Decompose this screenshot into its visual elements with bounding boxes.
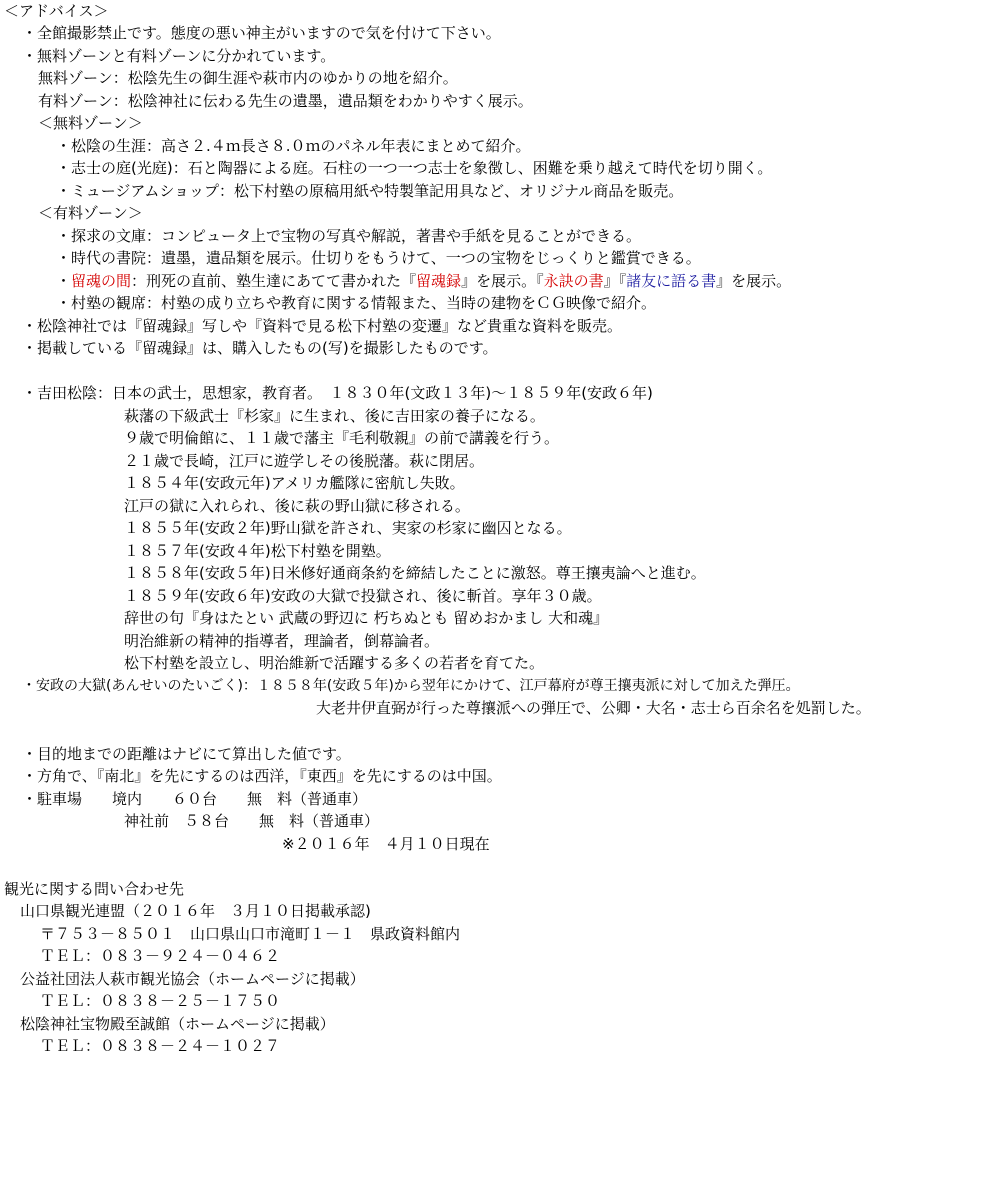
ryukon-bullet: ・ — [56, 272, 72, 290]
free-item: ・松陰の生涯：高さ２.４ｍ長さ８.０ｍのパネル年表にまとめて紹介。 — [56, 137, 531, 155]
free-zone-header: ＜無料ゾーン＞ — [38, 114, 143, 132]
advice-header: ＜アドバイス＞ — [4, 2, 109, 20]
yoshida-detail: 江戸の獄に入れられ、後に萩の野山獄に移される。 — [124, 497, 470, 515]
contact-header: 観光に関する問い合わせ先 — [4, 880, 185, 898]
paid-zone-header: ＜有料ゾーン＞ — [38, 204, 143, 222]
free-item: ・ミュージアムショップ：松下村塾の原稿用紙や特製筆記用具など、オリジナル商品を販売。 — [56, 182, 684, 200]
ryukon-text: 』を展示。 — [716, 272, 792, 290]
parking-precinct: ・駐車場 境内 ６０台 無 料（普通車） — [22, 790, 368, 808]
yoshida-detail: 辞世の句『身はたとい 武蔵の野辺に 朽ちぬとも 留めおかまし 大和魂』 — [124, 609, 609, 627]
contact-tel: ＴＥＬ：０８３８－２５－１７５０ — [40, 992, 281, 1010]
ryukonroku-title: 留魂録 — [416, 272, 462, 290]
contact-org-shiseikan: 松陰神社宝物殿至誠館（ホームページに掲載） — [20, 1015, 335, 1033]
paid-item: ・時代の書院：遺墨，遺品類を展示。仕切りをもうけて、一つの宝物をじっくりと鑑賞できる。 — [56, 249, 701, 267]
yoshida-detail: 萩藩の下級武士『杉家』に生まれ、後に吉田家の養子になる。 — [124, 407, 545, 425]
yoshida-detail: １８５４年(安政元年)アメリカ艦隊に密航し失敗。 — [124, 474, 465, 492]
contact-org-hagi: 公益社団法人萩市観光協会（ホームページに掲載） — [20, 970, 365, 988]
sales-note: ・松陰神社では『留魂録』写しや『資料で見る松下村塾の変遷』など貴重な資料を販売。 — [22, 317, 623, 335]
direction-note: ・方角で、『南北』を先にするのは西洋，『東西』を先にするのは中国。 — [22, 767, 502, 785]
ryukon-text: 』を展示。『 — [461, 272, 544, 290]
ansei-purge-detail: 大老井伊直弼が行った尊攘派への弾圧で、公卿・大名・志士ら百余名を処罰した。 — [316, 699, 871, 717]
photo-note: ・掲載している『留魂録』は、購入したもの(写)を撮影したものです。 — [22, 339, 498, 357]
eiketsu-title: 永訣の書 — [543, 272, 604, 290]
ryukon-room-name: 留魂の間 — [71, 272, 132, 290]
contact-tel: ＴＥＬ：０８３－９２４－０４６２ — [40, 947, 281, 965]
paid-zone-desc: 有料ゾーン：松陰神社に伝わる先生の遺墨，遺品類をわかりやすく展示。 — [38, 92, 533, 110]
shoyu-title: 諸友に語る書 — [626, 272, 717, 290]
ansei-purge-note: ・安政の大獄(あんせいのたいごく)：１８５８年(安政５年)から翌年にかけて、江戸幕府が尊王攘夷派に対して加えた弾圧。 — [22, 678, 800, 694]
paid-item: ・探求の文庫：コンピュータ上で宝物の写真や解説，著書や手紙を見ることができる。 — [56, 227, 642, 245]
yoshida-detail: １８５７年(安政４年)松下村塾を開塾。 — [124, 542, 391, 560]
yoshida-detail: ２１歳で長崎，江戸に遊学しその後脱藩。萩に閉居。 — [124, 452, 485, 470]
ryukon-item — [56, 270, 791, 292]
free-item: ・志士の庭(光庭)：石と陶器による庭。石柱の一つ一つ志士を象徴し、困難を乗り越えて時代を切り開く。 — [56, 159, 773, 177]
contact-tel: ＴＥＬ：０８３８－２４－１０２７ — [40, 1037, 281, 1055]
contact-org-yamaguchi: 山口県観光連盟（２０１６年 ３月１０日掲載承認) — [20, 902, 371, 920]
yoshida-intro: ・吉田松陰：日本の武士，思想家，教育者。 １８３０年(文政１３年)～１８５９年(安政６年) — [22, 384, 653, 402]
yoshida-detail: 明治維新の精神的指導者，理論者，倒幕論者。 — [124, 632, 440, 650]
yoshida-detail: １８５９年(安政６年)安政の大獄で投獄され、後に斬首。享年３０歳。 — [124, 587, 602, 605]
photo-ban-note: ・全館撮影禁止です。態度の悪い神主がいますので気を付けて下さい。 — [22, 24, 501, 42]
free-zone-desc: 無料ゾーン：松陰先生の御生涯や萩市内のゆかりの地を紹介。 — [38, 69, 458, 87]
yoshida-detail: ９歳で明倫館に、１１歳で藩主『毛利敬親』の前で講義を行う。 — [124, 429, 560, 447]
parking-shrine-front: 神社前 ５８台 無 料（普通車） — [124, 812, 380, 830]
yoshida-detail: 松下村塾を設立し、明治維新で活躍する多くの若者を育てた。 — [124, 654, 545, 672]
paid-item: ・村塾の観席：村塾の成り立ちや教育に関する情報また、当時の建物をＣＧ映像で紹介。 — [56, 294, 657, 312]
ryukon-text: ：刑死の直前、塾生達にあてて書かれた『 — [131, 272, 417, 290]
ryukon-text: 』『 — [603, 272, 627, 290]
yoshida-detail: １８５８年(安政５年)日米修好通商条約を締結したことに激怒。尊王攘夷論へと進む。 — [124, 564, 706, 582]
as-of-date: ※２０１６年 ４月１０日現在 — [282, 835, 490, 853]
contact-address: 〒７５３－８５０１ 山口県山口市滝町１－１ 県政資料館内 — [40, 925, 461, 943]
yoshida-detail: １８５５年(安政２年)野山獄を許され、実家の杉家に幽囚となる。 — [124, 519, 572, 537]
zones-intro: ・無料ゾーンと有料ゾーンに分かれています。 — [22, 47, 336, 65]
distance-note: ・目的地までの距離はナビにて算出した値です。 — [22, 745, 351, 763]
